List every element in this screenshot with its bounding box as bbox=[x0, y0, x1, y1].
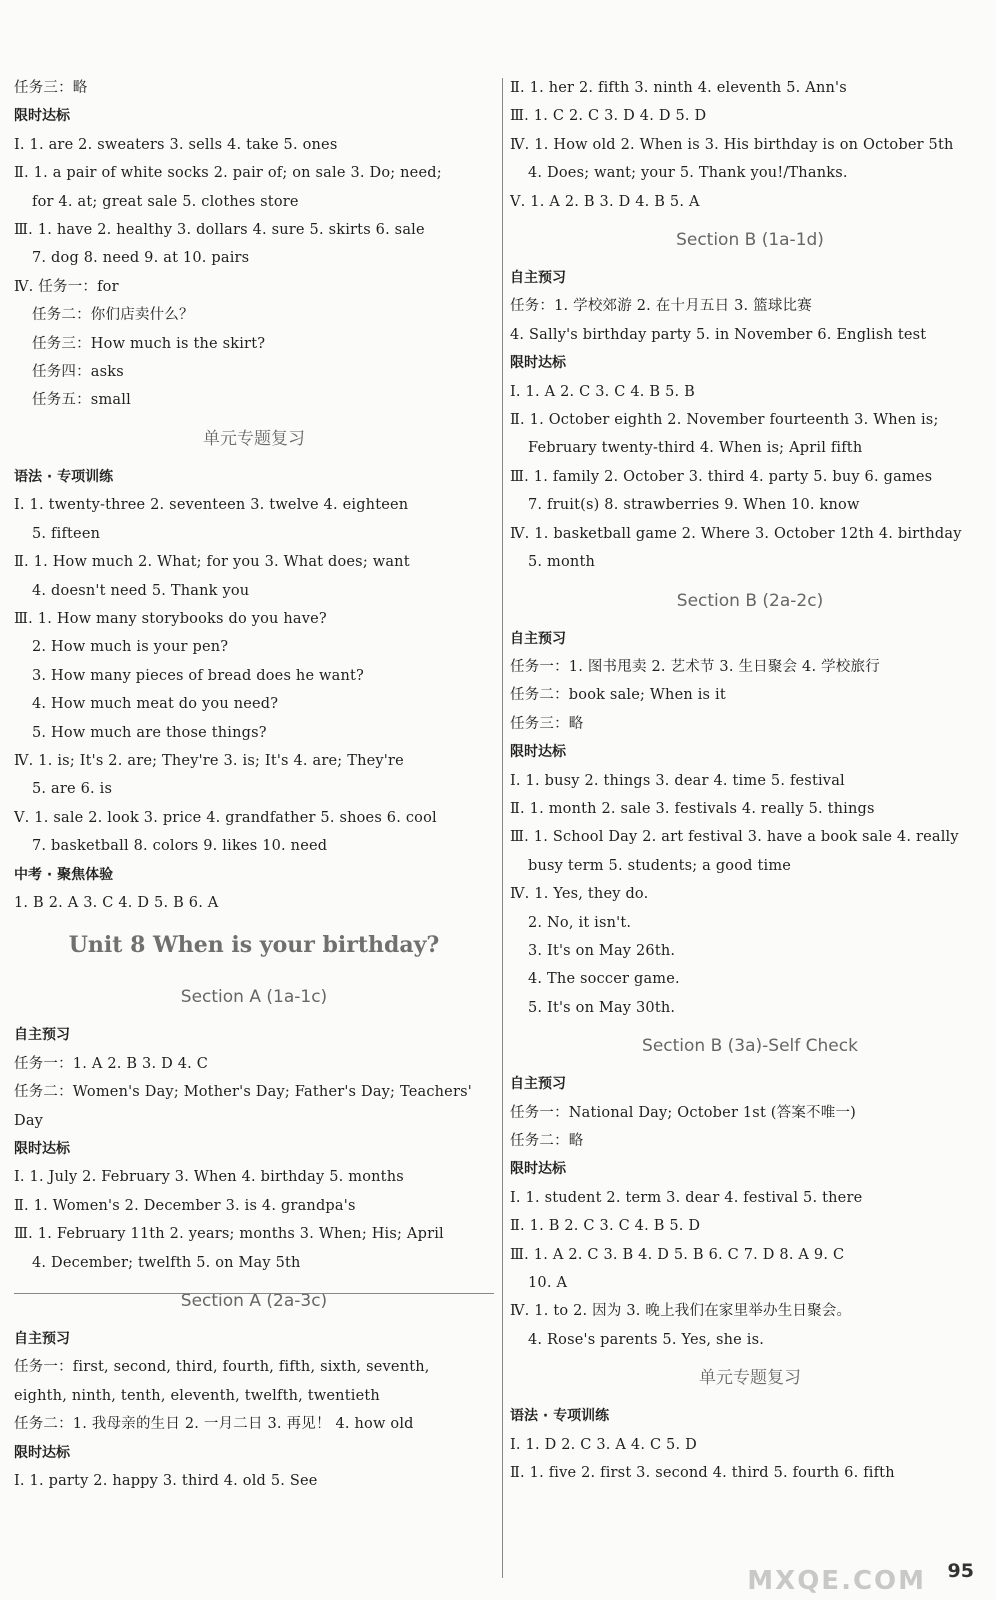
answer-line: 任务一：first, second, third, fourth, fifth, sixth, seventh, bbox=[14, 1359, 430, 1376]
answer-line: 4. Rose's parents 5. Yes, she is. bbox=[528, 1331, 765, 1348]
page-number: 95 bbox=[947, 1560, 974, 1582]
left-column bbox=[14, 74, 494, 1600]
section-title: 单元专题复习 bbox=[699, 1368, 801, 1389]
answer-line: 任务二：Women's Day; Mother's Day; Father's Day; Teachers' bbox=[14, 1084, 472, 1101]
answer-line: 2. How much is your pen? bbox=[32, 639, 229, 656]
answer-line: 任务二：1. 我母亲的生日 2. 一月二日 3. 再见！ 4. how old bbox=[14, 1416, 414, 1433]
subsection-heading: 中考 · 聚焦体验 bbox=[14, 866, 114, 883]
answer-line: Ⅰ. 1. twenty-three 2. seventeen 3. twelve 4. eighteen bbox=[14, 497, 409, 514]
answer-line: 4. December; twelfth 5. on May 5th bbox=[32, 1254, 301, 1271]
column-divider bbox=[502, 78, 503, 1578]
answer-line: Ⅰ. 1. are 2. sweaters 3. sells 4. take 5. ones bbox=[14, 136, 338, 153]
subsection-heading: 限时达标 bbox=[14, 108, 70, 125]
answer-line: 7. fruit(s) 8. strawberries 9. When 10. know bbox=[528, 497, 860, 514]
subsection-heading: 语法 · 专项训练 bbox=[510, 1408, 610, 1425]
answer-line: 4. How much meat do you need? bbox=[32, 696, 279, 713]
watermark: MXQE.COM bbox=[747, 1566, 926, 1596]
answer-line: Ⅳ. 1. Yes, they do. bbox=[510, 886, 649, 903]
answer-line: 任务三：略 bbox=[510, 715, 584, 732]
answer-line: Ⅱ. 1. five 2. first 3. second 4. third 5. fourth 6. fifth bbox=[510, 1465, 895, 1482]
subsection-heading: 自主预习 bbox=[14, 1331, 70, 1348]
answer-line: busy term 5. students; a good time bbox=[528, 857, 792, 874]
answer-line: eighth, ninth, tenth, eleventh, twelfth, twentieth bbox=[14, 1387, 380, 1404]
answer-line: 任务一：1. A 2. B 3. D 4. C bbox=[14, 1055, 209, 1072]
answer-line: Ⅱ. 1. a pair of white socks 2. pair of; on sale 3. Do; need; bbox=[14, 165, 442, 182]
section-title: Section B (2a-2c) bbox=[676, 590, 824, 611]
section-title: Section B (3a)-Self Check bbox=[642, 1036, 858, 1057]
answer-line: Ⅴ. 1. A 2. B 3. D 4. B 5. A bbox=[510, 193, 700, 210]
answer-line: Ⅲ. 1. How many storybooks do you have? bbox=[14, 610, 327, 627]
answer-line: 5. fifteen bbox=[32, 525, 101, 542]
answer-line: Ⅲ. 1. C 2. C 3. D 4. D 5. D bbox=[510, 108, 707, 125]
subsection-heading: 限时达标 bbox=[14, 1444, 70, 1461]
answer-line: Ⅳ. 任务一：for bbox=[14, 278, 119, 295]
answer-line: 1. B 2. A 3. C 4. D 5. B 6. A bbox=[14, 894, 219, 911]
subsection-heading: 自主预习 bbox=[14, 1027, 70, 1044]
subsection-heading: 自主预习 bbox=[510, 1076, 566, 1093]
answer-line: 2. No, it isn't. bbox=[528, 914, 632, 931]
answer-line: Ⅲ. 1. have 2. healthy 3. dollars 4. sure 5. skirts 6. sale bbox=[14, 222, 425, 239]
answer-line: Ⅰ. 1. busy 2. things 3. dear 4. time 5. festival bbox=[510, 772, 845, 789]
answer-line: Ⅲ. 1. family 2. October 3. third 4. party 5. buy 6. games bbox=[510, 468, 933, 485]
answer-line: 任务二：略 bbox=[510, 1133, 584, 1149]
answer-line: Ⅱ. 1. her 2. fifth 3. ninth 4. eleventh 5. Ann's bbox=[510, 80, 847, 96]
answer-line: Ⅳ. 1. to 2. 因为 3. 晚上我们在家里举办生日聚会。 bbox=[510, 1303, 852, 1320]
subsection-heading: 限时达标 bbox=[510, 1161, 566, 1178]
answer-line: 任务四：asks bbox=[32, 364, 124, 381]
section-title: Section A (1a-1c) bbox=[180, 987, 328, 1008]
answer-line: 5. are 6. is bbox=[32, 781, 113, 798]
answer-line: 任务二：你们店卖什么？ bbox=[32, 307, 194, 324]
subsection-heading: 限时达标 bbox=[510, 744, 566, 761]
answer-line: 4. doesn't need 5. Thank you bbox=[32, 582, 250, 599]
answer-line: 7. dog 8. need 9. at 10. pairs bbox=[32, 250, 250, 267]
answer-line: Ⅰ. 1. A 2. C 3. C 4. B 5. B bbox=[510, 383, 695, 400]
horizontal-rule bbox=[14, 1293, 494, 1294]
subsection-heading: 限时达标 bbox=[14, 1141, 70, 1157]
answer-line: 任务：1. 学校郊游 2. 在十月五日 3. 篮球比赛 bbox=[510, 298, 812, 315]
subsection-heading: 语法 · 专项训练 bbox=[14, 468, 114, 485]
subsection-heading: 自主预习 bbox=[510, 270, 566, 287]
answer-line: 任务三：略 bbox=[14, 80, 88, 96]
answer-line: 任务三：How much is the skirt? bbox=[32, 335, 266, 352]
answer-line: Ⅱ. 1. How much 2. What; for you 3. What does; want bbox=[14, 554, 410, 571]
answer-line: 3. How many pieces of bread does he want? bbox=[32, 667, 365, 684]
answer-line: 4. The soccer game. bbox=[528, 971, 680, 988]
section-title: Section B (1a-1d) bbox=[676, 230, 824, 251]
answer-line: Day bbox=[14, 1112, 44, 1129]
answer-line: Ⅰ. 1. D 2. C 3. A 4. C 5. D bbox=[510, 1436, 697, 1453]
answer-line: February twenty-third 4. When is; April fifth bbox=[528, 440, 863, 457]
answer-line: 10. A bbox=[528, 1275, 568, 1292]
answer-line: Ⅳ. 1. is; It's 2. are; They're 3. is; It's 4. are; They're bbox=[14, 752, 404, 769]
section-title: Section A (2a-3c) bbox=[180, 1291, 328, 1312]
answer-line: Ⅰ. 1. student 2. term 3. dear 4. festival 5. there bbox=[510, 1189, 863, 1206]
answer-line: 任务一：National Day; October 1st (答案不唯一) bbox=[510, 1104, 856, 1121]
answer-line: Ⅲ. 1. School Day 2. art festival 3. have a book sale 4. really bbox=[510, 829, 959, 846]
answer-line: 4. Sally's birthday party 5. in November 6. English test bbox=[510, 326, 927, 343]
answer-line: 5. How much are those things? bbox=[32, 724, 267, 741]
answer-line: 5. month bbox=[528, 554, 596, 571]
answer-line: Ⅱ. 1. B 2. C 3. C 4. B 5. D bbox=[510, 1218, 701, 1235]
answer-line: Ⅱ. 1. October eighth 2. November fourteenth 3. When is; bbox=[510, 412, 939, 429]
answer-line: Ⅲ. 1. A 2. C 3. B 4. D 5. B 6. C 7. D 8. A 9. C bbox=[510, 1246, 845, 1263]
answer-line: 任务一：1. 图书甩卖 2. 艺术节 3. 生日聚会 4. 学校旅行 bbox=[510, 658, 880, 675]
answer-line: Ⅰ. 1. party 2. happy 3. third 4. old 5. See bbox=[14, 1473, 318, 1490]
answer-line: 任务二：book sale; When is it bbox=[510, 687, 726, 704]
answer-line: 3. It's on May 26th. bbox=[528, 942, 676, 959]
answer-line: Ⅱ. 1. month 2. sale 3. festivals 4. really 5. things bbox=[510, 800, 875, 817]
answer-line: Ⅴ. 1. sale 2. look 3. price 4. grandfather 5. shoes 6. cool bbox=[14, 809, 437, 826]
section-title: 单元专题复习 bbox=[203, 428, 305, 449]
answer-line: Ⅰ. 1. July 2. February 3. When 4. birthday 5. months bbox=[14, 1169, 404, 1186]
answer-line: Ⅱ. 1. Women's 2. December 3. is 4. grandpa's bbox=[14, 1197, 356, 1214]
answer-line: for 4. at; great sale 5. clothes store bbox=[32, 193, 299, 210]
answer-line: 7. basketball 8. colors 9. likes 10. need bbox=[32, 838, 328, 855]
answer-line: Ⅳ. 1. basketball game 2. Where 3. October 12th 4. birthday bbox=[510, 525, 962, 542]
answer-line: Ⅳ. 1. How old 2. When is 3. His birthday is on October 5th bbox=[510, 136, 954, 153]
answer-line: Ⅲ. 1. February 11th 2. years; months 3. When; His; April bbox=[14, 1226, 444, 1243]
right-column bbox=[510, 74, 990, 1600]
answer-line: 任务五：small bbox=[32, 392, 131, 409]
answer-line: 4. Does; want; your 5. Thank you!/Thanks. bbox=[528, 165, 848, 182]
unit-title: Unit 8 When is your birthday? bbox=[68, 932, 440, 959]
answer-line: 5. It's on May 30th. bbox=[528, 999, 676, 1016]
subsection-heading: 限时达标 bbox=[510, 355, 566, 372]
subsection-heading: 自主预习 bbox=[510, 630, 566, 647]
